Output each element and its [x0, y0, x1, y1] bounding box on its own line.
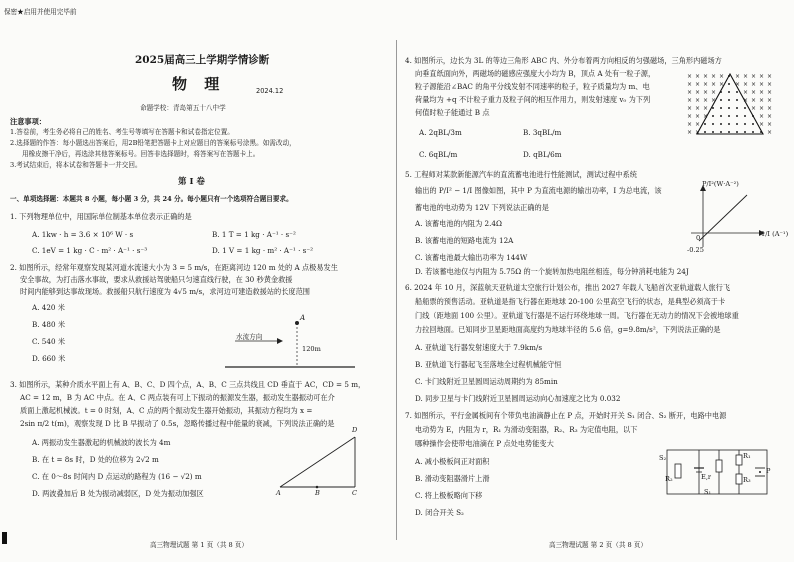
right-column: [397, 0, 794, 562]
svg-text:×: ×: [743, 97, 749, 104]
q2-distance-label: 120m: [302, 345, 321, 353]
q7-label-p: P: [766, 467, 771, 475]
q4-stem-line: 粒子源能沿∠BAC 的角平分线发射不同速率的粒子，粒子质量均为 m、电: [415, 82, 650, 91]
q3-stem-line: 2sin π/2 t(m)，观察发现 D 比 B 早振动了 0.5s，忽略传播过程中能量的衰减，下列说法正确的是: [20, 419, 335, 428]
q2-stem-line: 时间内能够到达事故现场。救援船只航行速度为 4√5 m/s，求河边可建造救援站的长度范围: [20, 287, 310, 296]
svg-text:×: ×: [767, 129, 773, 136]
svg-text:×: ×: [751, 73, 757, 80]
svg-text:×: ×: [759, 81, 765, 88]
q3-triangle-figure: [280, 432, 370, 492]
svg-text:×: ×: [743, 81, 749, 88]
svg-text:×: ×: [687, 97, 693, 104]
q3-label-c: C: [352, 489, 358, 497]
q3-option-b[interactable]: B. 在 t = 8s 时，D 处的位移为 2√2 m: [32, 455, 159, 464]
q7-stem-line: 电动势为 E，内阻为 r，R₁ 为滑动变阻器，R₂、R₃ 为定值电阻，以下: [415, 425, 638, 434]
q1-option-b[interactable]: B. 1 T = 1 kg · A⁻¹ · s⁻²: [212, 230, 296, 239]
q6-option-d[interactable]: D. 同步卫星与卡门线附近卫星圆周运动向心加速度之比为 0.032: [415, 394, 621, 403]
svg-text:×: ×: [695, 73, 701, 80]
svg-text:×: ×: [695, 129, 701, 136]
svg-text:×: ×: [703, 89, 709, 96]
exam-title: 2025届高三上学期学情诊断: [135, 54, 270, 66]
q7-label-s2: S₂: [659, 454, 667, 462]
q2-option-c[interactable]: C. 540 米: [32, 337, 66, 346]
svg-text:×: ×: [759, 97, 765, 104]
svg-text:×: ×: [703, 73, 709, 80]
q5-option-a[interactable]: A. 该蓄电池的内阻为 2.4Ω: [415, 219, 502, 228]
q7-option-b[interactable]: B. 滑动变阻器滑片上滑: [415, 474, 490, 483]
q3-label-a: A: [276, 489, 281, 497]
q6-stem-line: 6. 2024 年 10 月，深蓝航天亚轨道太空旅行计划公布，推出 2027 年载人飞船首次亚轨道载人旅行飞: [405, 283, 731, 292]
q5-stem-line: 5. 工程师对某款新能源汽车的直流蓄电池进行性能测试，测试过程中系统: [405, 170, 637, 179]
part-header: 一、单项选择题：本题共 8 小题，每小题 3 分，共 24 分。每小题只有一个选项符合题目要求。: [10, 195, 293, 203]
q6-stem-line: 门线（距地面 100 公里）。亚轨道飞行器是不运行环绕地球一周。飞行器在无动力的情况下会被地球重: [415, 311, 739, 320]
svg-text:×: ×: [751, 89, 757, 96]
q7-option-a[interactable]: A. 减小极板间正对面积: [415, 457, 490, 466]
q1-option-c[interactable]: C. 1eV = 1 kg · C · m² · A⁻¹ · s⁻³: [32, 246, 148, 255]
subject-title: 物 理: [172, 75, 226, 93]
svg-text:×: ×: [703, 113, 709, 120]
q6-stem-line: 船船票的预售活动。亚轨道是指飞行器在距地球 20-100 公里高空飞行的状态，是典型必须高于卡: [415, 297, 726, 306]
note-line: 3.考试结束后，将本试卷和答题卡一并交回。: [10, 161, 142, 169]
page-footer: 高三物理试题 第 1 页（共 8 页）: [150, 541, 248, 549]
page-footer: 高三物理试题 第 2 页（共 8 页）: [549, 541, 647, 549]
q6-option-b[interactable]: B. 亚轨道飞行器起飞至落地全过程机械能守恒: [415, 360, 562, 369]
q1-option-d[interactable]: D. 1 V = 1 kg · m² · A⁻¹ · s⁻²: [212, 246, 314, 255]
svg-text:×: ×: [687, 121, 693, 128]
svg-text:×: ×: [751, 97, 757, 104]
svg-text:×: ×: [695, 121, 701, 128]
q5-option-b[interactable]: B. 该蓄电池的短路电流为 12A: [415, 236, 514, 245]
q5-x-axis-label: 1/I (A⁻¹): [761, 230, 789, 238]
q3-option-c[interactable]: C. 在 0～8s 时间内 D 点运动的路程为 (16 − √2) m: [32, 472, 202, 481]
school-name: 命题学校：青岛第五十八中学: [140, 104, 226, 112]
svg-text:×: ×: [759, 73, 765, 80]
svg-text:×: ×: [695, 105, 701, 112]
q7-option-d[interactable]: D. 闭合开关 S₂: [415, 508, 464, 517]
svg-text:×: ×: [703, 97, 709, 104]
q7-stem-line: 7. 如图所示，平行金属板间有个带负电油滴静止在 P 点，开始时开关 S₁ 闭合、S₂ 断开，电路中电源: [405, 411, 727, 420]
svg-text:×: ×: [767, 89, 773, 96]
q3-option-a[interactable]: A. 两振动发生器激起的机械波的波长为 4m: [32, 438, 171, 447]
q4-stem-line: 何值时粒子能通过 B 点: [415, 108, 490, 117]
svg-text:×: ×: [687, 81, 693, 88]
svg-text:×: ×: [687, 89, 693, 96]
q2-flow-label: 水流方向: [236, 333, 263, 341]
q7-label-r3: R₃: [743, 476, 751, 484]
q5-option-c[interactable]: C. 该蓄电池最大输出功率为 144W: [415, 253, 528, 262]
q5-stem-line: 输出的 P/I² − 1/I 图像如图，其中 P 为直流电源的输出功率，I 为总电流，该: [415, 186, 662, 195]
q7-label-er: E,r: [701, 473, 712, 481]
svg-text:×: ×: [735, 81, 741, 88]
svg-text:×: ×: [767, 105, 773, 112]
svg-text:×: ×: [687, 129, 693, 136]
exam-date: 2024.12: [256, 87, 284, 95]
q7-stem-line: 哪种操作会使带电油滴在 P 点处电势能变大: [415, 439, 554, 448]
q4-stem-line: 向垂直纸面向外，两磁场的磁感应强度大小均为 B，顶点 A 处有一粒子源，: [415, 69, 656, 78]
svg-text:×: ×: [767, 97, 773, 104]
q5-option-d[interactable]: D. 若该蓄电池仅与内阻为 5.75Ω 的一个旋转加热电阻丝相连，每分钟消耗电能为 24J: [415, 267, 689, 276]
svg-text:×: ×: [719, 81, 725, 88]
q3-stem-line: 质面上激起机械波。t = 0 时刻，A、C 点的两个振动发生器开始振动，其振动方程均为 x =: [20, 406, 313, 415]
q1-option-a[interactable]: A. 1kw · h = 3.6 × 10⁶ W · s: [32, 230, 134, 239]
q2-option-a[interactable]: A. 420 米: [32, 303, 65, 312]
svg-text:×: ×: [695, 97, 701, 104]
q2-option-d[interactable]: D. 660 米: [32, 354, 66, 363]
svg-text:×: ×: [687, 73, 693, 80]
notes-header: 注意事项：: [10, 117, 46, 126]
svg-text:×: ×: [759, 113, 765, 120]
confidential-note: 保密★启用并使用完毕前: [4, 8, 77, 16]
svg-text:×: ×: [735, 73, 741, 80]
section-title: 第 Ⅰ 卷: [178, 177, 205, 187]
q7-circuit-figure: [659, 446, 777, 498]
svg-text:×: ×: [687, 113, 693, 120]
svg-text:×: ×: [703, 81, 709, 88]
svg-text:×: ×: [711, 97, 717, 104]
svg-text:×: ×: [759, 121, 765, 128]
q2-point-a: A: [300, 313, 306, 322]
svg-text:×: ×: [751, 105, 757, 112]
q4-option-b[interactable]: B. 3qBL/m: [523, 128, 562, 137]
q5-stem-line: 蓄电池的电动势为 12V 下列说法正确的是: [415, 203, 549, 212]
svg-text:×: ×: [767, 81, 773, 88]
q2-stem-line: 2. 如图所示，经常年观察发现某河道水流速大小为 3 = 5 m/s，在距离河边 120 m 处的 A 点极易发生: [10, 263, 338, 272]
q4-stem-line: 荷量均为 +q 不计粒子重力及粒子间的相互作用力，则发射速度 v₀ 为下列: [415, 95, 651, 104]
q1-stem: 1. 下列物理单位中，用国际单位制基本单位表示正确的是: [10, 212, 192, 221]
note-line: 2.选择题的作答：每小题选出答案后，用2B铅笔把答题卡上对应题目的答案标号涂黑。如需改动，: [10, 139, 296, 147]
q7-label-r1: R₁: [743, 452, 751, 460]
svg-text:×: ×: [711, 81, 717, 88]
q6-option-a[interactable]: A. 亚轨道飞行器发射速度大于 7.9km/s: [415, 343, 543, 352]
svg-text:×: ×: [767, 113, 773, 120]
note-line: 1.答卷前，考生务必将自己的姓名、考生号等填写在答题卡和试卷指定位置。: [10, 128, 234, 136]
q2-option-b[interactable]: B. 480 米: [32, 320, 66, 329]
q7-label-s1: S₁: [704, 488, 712, 496]
svg-text:×: ×: [743, 89, 749, 96]
q3-stem-line: AC = 12 m，B 为 AC 中点。在 A、C 两点装有可上下振动的振源发生器，振动发生器振动可在介: [20, 393, 335, 402]
svg-text:×: ×: [711, 89, 717, 96]
svg-text:×: ×: [767, 121, 773, 128]
q3-option-d[interactable]: D. 两波叠加后 B 处为振动减弱区，D 处为振动加强区: [32, 489, 204, 498]
q5-origin-label: 0: [696, 234, 701, 242]
q4-stem-line: 4. 如图所示，边长为 3L 的等边三角形 ABC 内、外分布着两方向相反的匀强磁场，三角形内磁场方: [405, 56, 722, 65]
q7-label-r2: R₂: [665, 475, 673, 483]
svg-text:×: ×: [719, 73, 725, 80]
svg-text:×: ×: [759, 105, 765, 112]
q2-stem-line: 安全事故，为打击落水事故，要求从救援站驾驶船只匀速直线行驶，在 30 秒黄金救援: [20, 275, 293, 284]
svg-text:×: ×: [695, 81, 701, 88]
q4-magnetic-field-figure: [685, 70, 775, 142]
q5-graph: [687, 185, 767, 255]
svg-text:×: ×: [687, 105, 693, 112]
svg-text:×: ×: [695, 113, 701, 120]
q2-river-figure: [225, 315, 365, 375]
note-line: 用橡皮擦干净后，再选涂其他答案标号。回答非选择题时，将答案写在答题卡上。: [22, 150, 260, 158]
svg-text:×: ×: [743, 73, 749, 80]
q3-label-d: D: [352, 426, 358, 434]
q6-stem-line: 力拉回地面。已知同步卫星距地面高度约为地球半径的 5.6 倍，g=9.8m/s²，下列说法正确的是: [415, 325, 721, 334]
q3-stem-line: 3. 如图所示，某种介质水平面上有 A、B、C、D 四个点，A、B、C 三点共线且 CD 垂直于 AC，CD = 5 m，: [10, 380, 366, 389]
q4-option-d[interactable]: D. qBL/6m: [523, 150, 562, 159]
q3-label-b: B: [315, 489, 320, 497]
q4-option-a[interactable]: A. 2qBL/3m: [419, 128, 462, 137]
svg-text:×: ×: [695, 89, 701, 96]
svg-text:×: ×: [703, 105, 709, 112]
svg-text:×: ×: [767, 73, 773, 80]
q5-intercept-label: -0.25: [687, 246, 704, 254]
q4-option-c[interactable]: C. 6qBL/m: [419, 150, 458, 159]
q5-y-axis-label: P/I²(W·A⁻²): [702, 180, 739, 188]
q6-option-c[interactable]: C. 卡门线附近卫星圆周运动周期约为 85min: [415, 377, 558, 386]
svg-text:×: ×: [751, 81, 757, 88]
svg-text:×: ×: [711, 73, 717, 80]
svg-text:×: ×: [759, 89, 765, 96]
q7-option-c[interactable]: C. 将上极板略向下移: [415, 491, 483, 500]
